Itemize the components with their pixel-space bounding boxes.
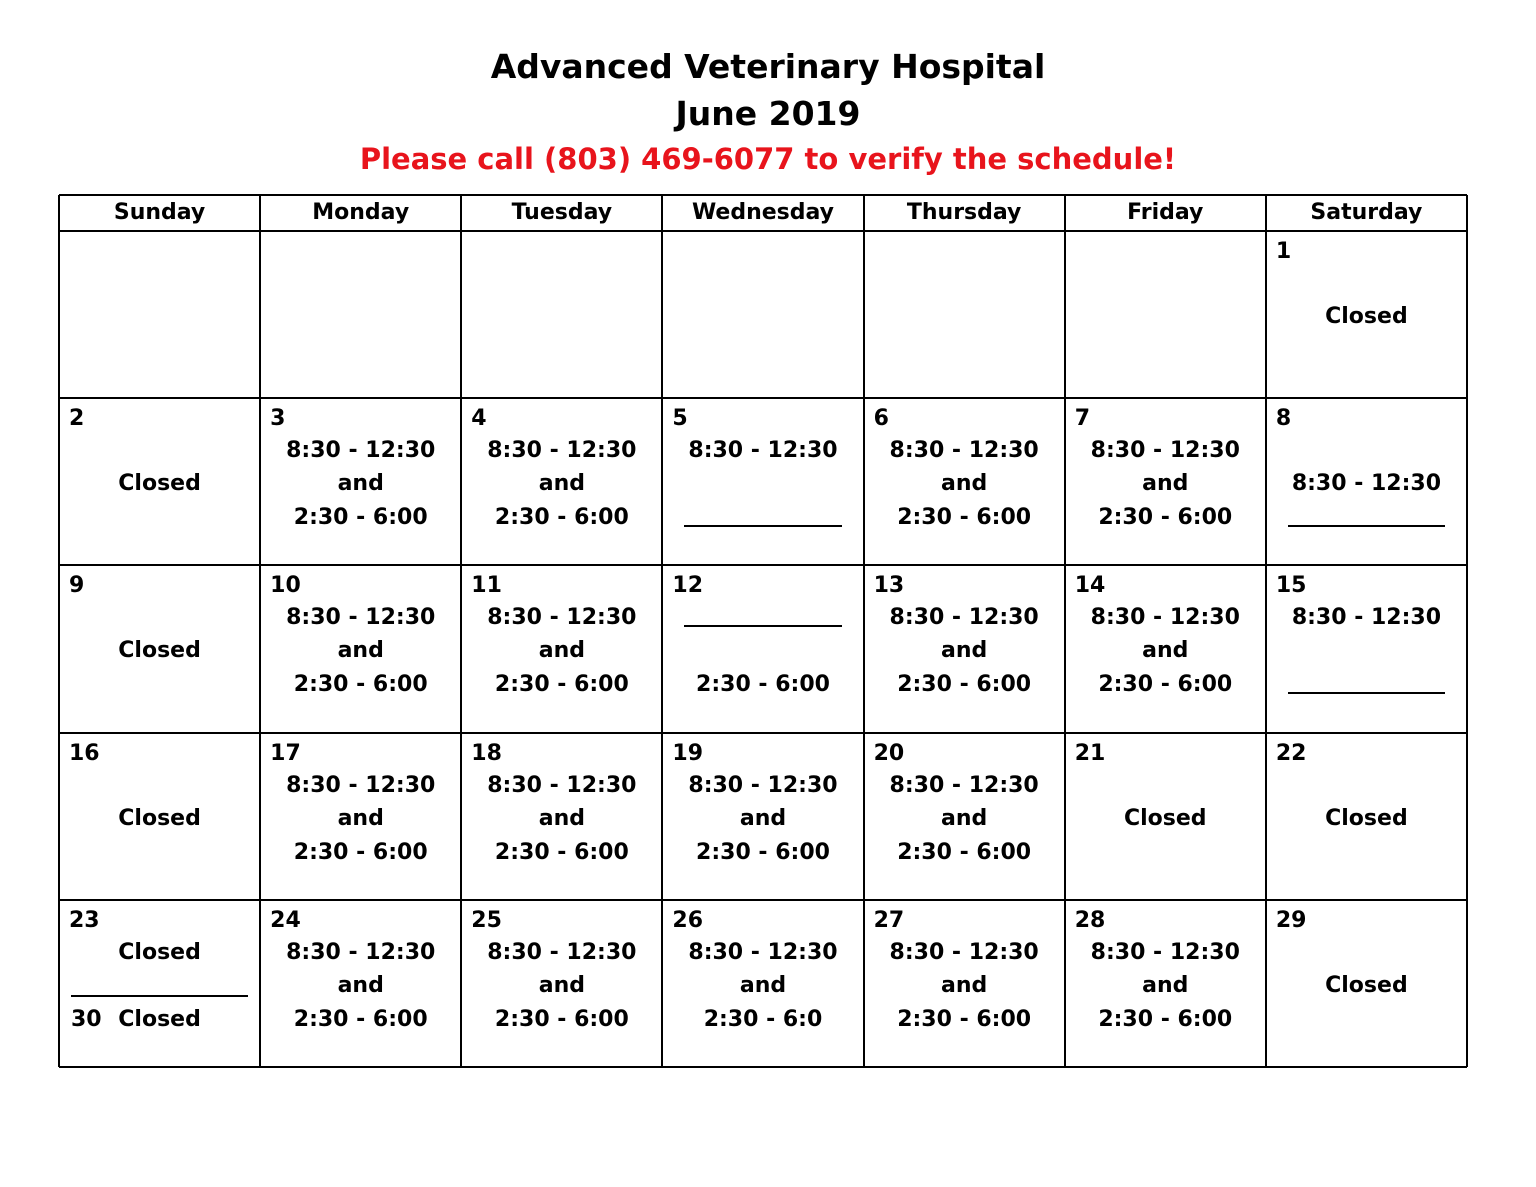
day-number: 7 (1074, 406, 1091, 432)
hours-line: and (1142, 972, 1189, 998)
hours-line: 2:30 - 6:00 (696, 672, 830, 698)
hours-line: Closed (118, 939, 201, 965)
hours-line: 8:30 - 12:30 (286, 438, 436, 464)
hours-line: 2:30 - 6:00 (293, 672, 428, 698)
day-number: 19 (672, 740, 704, 766)
hours-line: 8:30 - 12:30 (688, 438, 838, 464)
grid-line-horizontal (59, 397, 1467, 399)
day-number: 3 (270, 406, 286, 432)
hours-line: and (538, 471, 585, 497)
day-number: 11 (471, 573, 502, 599)
hours-line: and (538, 972, 585, 998)
day-number: 4 (471, 406, 487, 432)
hours-line: Closed (118, 805, 201, 831)
day-number: 10 (270, 573, 301, 599)
grid-line-vertical (58, 195, 60, 1067)
hours-line: and (941, 972, 988, 998)
hours-line: 2:30 - 6:00 (897, 839, 1032, 865)
weekday-header-monday: Monday (312, 200, 410, 225)
hours-line: 2:30 - 6:00 (494, 839, 629, 865)
hours-line: Closed (1325, 972, 1408, 998)
hours-line: 2:30 - 6:00 (1098, 1006, 1233, 1032)
day-number: 24 (270, 907, 301, 933)
separator-rule (1288, 525, 1445, 527)
hours-line: Closed (1123, 805, 1207, 831)
day-number: 28 (1074, 907, 1106, 933)
day-number: 8 (1275, 406, 1292, 432)
weekday-header-sunday: Sunday (113, 200, 206, 225)
hours-line: 2:30 - 6:0 (703, 1006, 823, 1032)
hours-line: 8:30 - 12:30 (889, 605, 1039, 631)
separator-rule (684, 625, 841, 627)
weekday-header-thursday: Thursday (906, 200, 1022, 225)
day-number: 21 (1074, 740, 1106, 766)
hours-line: 8:30 - 12:30 (487, 438, 637, 464)
grid-line-horizontal (59, 732, 1467, 734)
day-number: 20 (873, 740, 905, 766)
hours-line: and (941, 471, 988, 497)
separator-rule (684, 525, 841, 527)
hours-line: 8:30 - 12:30 (889, 939, 1039, 965)
hours-line: Closed (118, 638, 201, 664)
day-number: 23 (69, 907, 100, 933)
hours-line: 2:30 - 6:00 (293, 505, 428, 531)
hours-line: 2:30 - 6:00 (494, 672, 629, 698)
hours-line: and (538, 638, 585, 664)
hours-line: and (337, 805, 384, 831)
hours-line: 8:30 - 12:30 (1090, 939, 1240, 965)
hours-line: 8:30 - 12:30 (889, 772, 1039, 798)
hours-line: 2:30 - 6:00 (293, 1006, 428, 1032)
hours-line: and (337, 471, 384, 497)
hours-line: and (739, 972, 787, 998)
day-number: 9 (69, 573, 85, 599)
hours-line: and (941, 638, 988, 664)
hours-line: 2:30 - 6:00 (897, 1006, 1032, 1032)
hours-line: and (337, 638, 384, 664)
hours-line: 8:30 - 12:30 (688, 772, 838, 798)
day-number: 25 (471, 907, 502, 933)
hours-line: 2:30 - 6:00 (897, 505, 1032, 531)
hours-line: 2:30 - 6:00 (1098, 672, 1233, 698)
calendar-month: June 2019 (675, 94, 861, 133)
grid-line-horizontal (59, 564, 1467, 566)
hours-line: 8:30 - 12:30 (487, 605, 637, 631)
split-divider (71, 995, 248, 997)
day-number: 30 (71, 1006, 102, 1032)
hours-line: 8:30 - 12:30 (688, 939, 838, 965)
day-number: 26 (672, 907, 704, 933)
hours-line: 8:30 - 12:30 (1090, 438, 1240, 464)
day-number: 14 (1074, 573, 1106, 599)
hospital-name: Advanced Veterinary Hospital (490, 47, 1046, 86)
hours-line: and (1142, 471, 1189, 497)
hours-line: 2:30 - 6:00 (494, 505, 629, 531)
grid-line-horizontal (59, 899, 1467, 901)
weekday-header-saturday: Saturday (1310, 200, 1423, 225)
hours-line: 8:30 - 12:30 (1291, 605, 1442, 631)
hours-line: Closed (118, 471, 201, 497)
hours-line: and (1142, 638, 1189, 664)
weekday-header-wednesday: Wednesday (691, 200, 835, 225)
hours-line: 8:30 - 12:30 (889, 438, 1039, 464)
hours-line: 8:30 - 12:30 (1291, 471, 1442, 497)
hours-line: 2:30 - 6:00 (494, 1006, 629, 1032)
separator-rule (1288, 692, 1445, 694)
day-number: 27 (873, 907, 905, 933)
day-number: 17 (270, 740, 301, 766)
hours-line: Closed (118, 1006, 201, 1032)
hours-line: 8:30 - 12:30 (286, 772, 436, 798)
hours-line: 2:30 - 6:00 (897, 672, 1032, 698)
day-number: 13 (873, 573, 905, 599)
day-number: 2 (69, 406, 85, 432)
day-number: 12 (672, 573, 704, 599)
hours-line: and (538, 805, 585, 831)
day-number: 16 (69, 740, 100, 766)
hours-line: 8:30 - 12:30 (286, 939, 436, 965)
hours-line: 8:30 - 12:30 (487, 772, 637, 798)
day-number: 22 (1275, 740, 1307, 766)
day-number: 15 (1275, 573, 1307, 599)
hours-line: 2:30 - 6:00 (293, 839, 428, 865)
hours-line: and (941, 805, 988, 831)
weekday-header-tuesday: Tuesday (511, 200, 613, 225)
hours-line: 8:30 - 12:30 (286, 605, 436, 631)
calendar-grid (59, 195, 1467, 1067)
hours-line: 8:30 - 12:30 (487, 939, 637, 965)
hours-line: 2:30 - 6:00 (696, 839, 830, 865)
hours-line: Closed (1325, 304, 1408, 329)
grid-line-horizontal (59, 1066, 1467, 1068)
day-number: 5 (672, 406, 688, 432)
day-number: 6 (873, 406, 889, 432)
day-number: 29 (1275, 907, 1307, 933)
hours-line: Closed (1325, 805, 1408, 831)
hours-line: and (739, 805, 787, 831)
verify-notice: Please call (803) 469-6077 to verify the schedule! (359, 142, 1177, 176)
hours-line: and (337, 972, 384, 998)
weekday-header-friday: Friday (1127, 200, 1204, 225)
hours-line: 2:30 - 6:00 (1098, 505, 1233, 531)
day-number: 1 (1275, 239, 1292, 264)
hours-line: 8:30 - 12:30 (1090, 605, 1240, 631)
day-number: 18 (471, 740, 502, 766)
